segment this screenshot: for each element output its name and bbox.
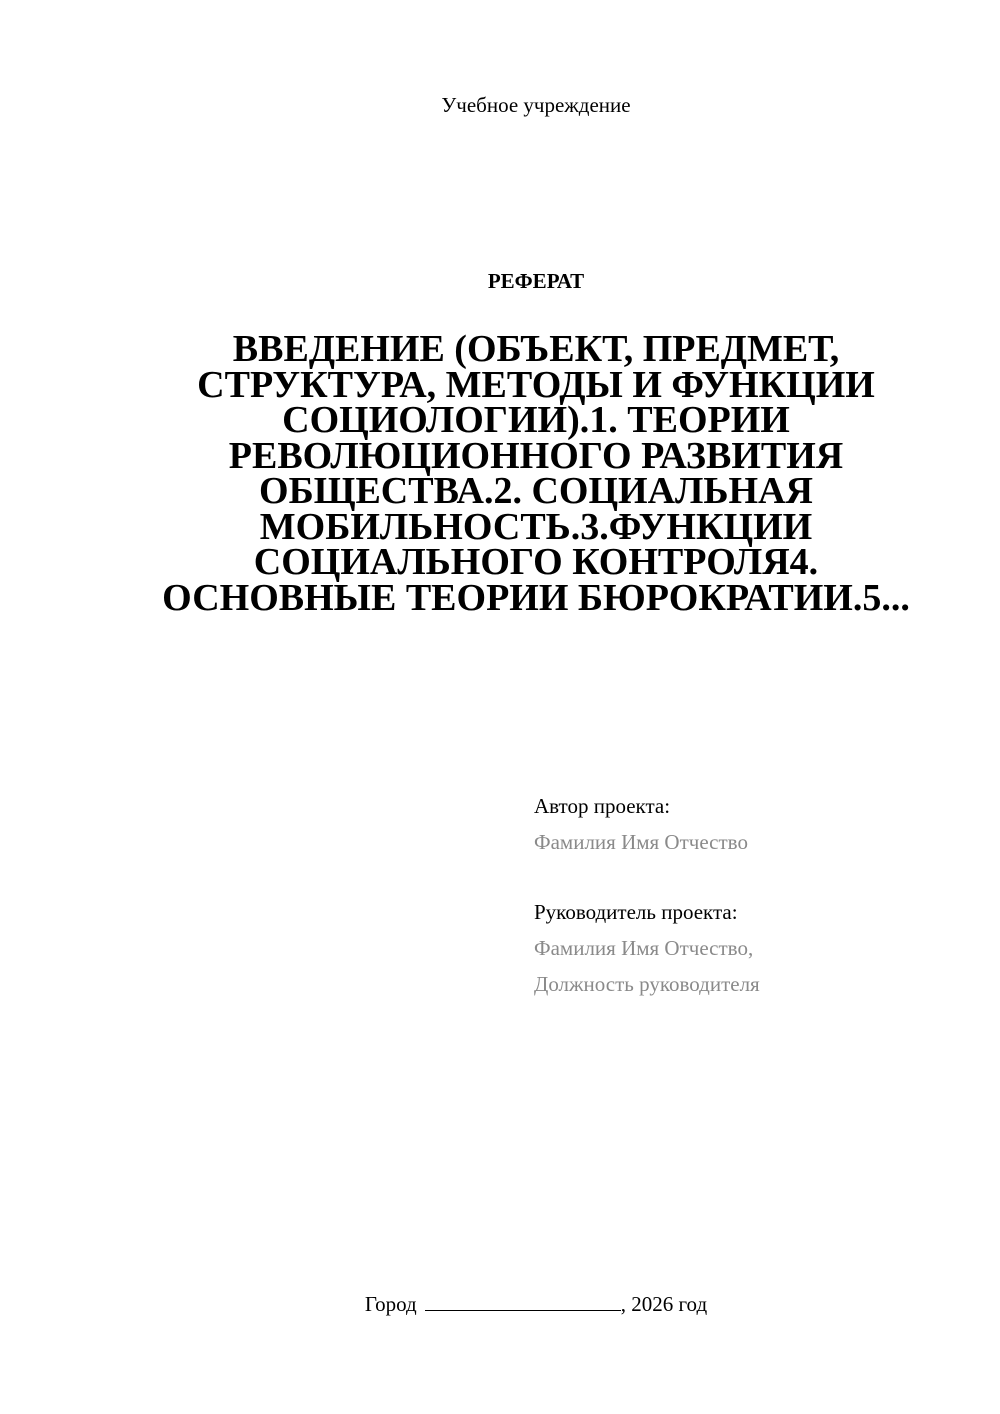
credits-spacer bbox=[534, 860, 974, 894]
author-name: Фамилия Имя Отчество bbox=[534, 830, 748, 854]
document-type: РЕФЕРАТ bbox=[487, 269, 585, 293]
credits-block bbox=[534, 788, 974, 1002]
city-blank-line bbox=[425, 1292, 621, 1311]
supervisor-position: Должность руководителя bbox=[534, 972, 760, 996]
supervisor-label: Руководитель проекта: bbox=[534, 900, 738, 924]
author-label: Автор проекта: bbox=[534, 794, 671, 818]
institution-name: Учебное учреждение bbox=[441, 93, 631, 117]
document-title: ВВЕДЕНИЕ (ОБЪЕКТ, ПРЕДМЕТ, СТРУКТУРА, МЕТОДЫ И ФУНКЦИИ СОЦИОЛОГИИ).1. ТЕОРИИ РЕВОЛЮЦИОННОГО РАЗВИТИЯ ОБЩЕСТВА.2. СОЦИАЛЬНАЯ МОБИЛЬНОСТЬ.3.ФУНКЦИИ СОЦИАЛЬНОГО КОНТРОЛЯ4. ОСНОВНЫЕ ТЕОРИИ БЮРОКРАТИИ.5... bbox=[162, 328, 910, 619]
footer-city: Город bbox=[364, 1292, 417, 1316]
footer-year: , 2026 год bbox=[620, 1292, 708, 1316]
footer-city-year bbox=[0, 1290, 1000, 1318]
supervisor-name: Фамилия Имя Отчество, bbox=[534, 936, 754, 960]
